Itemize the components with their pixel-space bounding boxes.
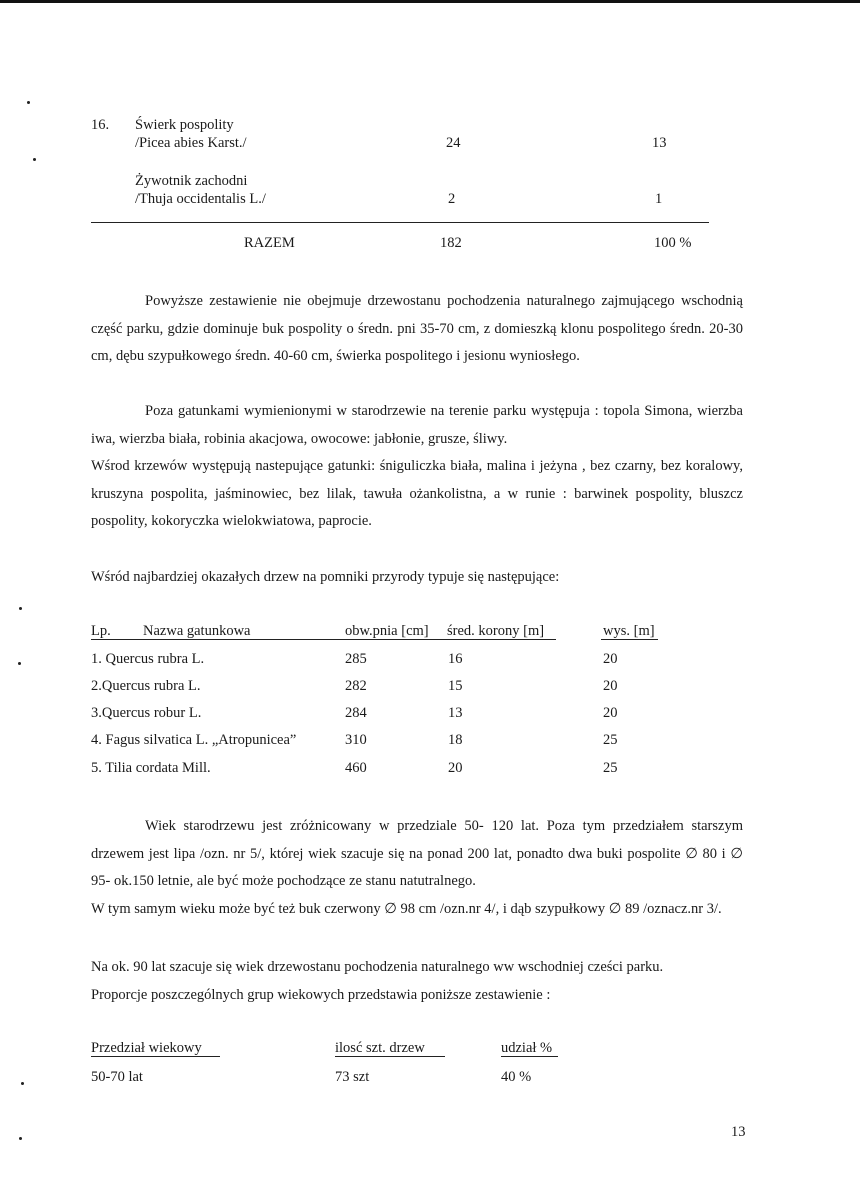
- scan-top-border: [0, 0, 860, 3]
- scan-speck: [18, 662, 21, 665]
- page-number: 13: [731, 1124, 746, 1140]
- header-crown: śred. korony [m]: [447, 623, 545, 639]
- paragraph-shrubs: [91, 453, 743, 536]
- monument-crown: 16: [448, 651, 463, 667]
- monument-crown: 18: [448, 732, 463, 748]
- age-share: 40 %: [501, 1069, 532, 1085]
- scan-speck: [27, 101, 30, 104]
- scan-speck: [19, 607, 22, 610]
- monument-name: 3.Quercus robur L.: [91, 705, 202, 721]
- header-name: Nazwa gatunkowa: [143, 623, 251, 639]
- species-lp: 16.: [91, 117, 110, 133]
- species-name: Świerk pospolity: [135, 117, 234, 133]
- monument-name: 4. Fagus silvatica L. „Atropunicea”: [91, 732, 297, 748]
- monument-height: 20: [603, 651, 618, 667]
- paragraph-same-age: [91, 896, 743, 924]
- monument-circ: 460: [345, 760, 367, 776]
- monument-height: 25: [603, 760, 618, 776]
- monument-crown: 13: [448, 705, 463, 721]
- paragraph-text: Na ok. 90 lat szacuje się wiek drzewostanu pochodzenia naturalnego ww wschodniej cześci parku.: [91, 959, 664, 975]
- monument-circ: 310: [345, 732, 367, 748]
- header-circumference: obw.pnia [cm]: [345, 623, 429, 639]
- total-label: RAZEM: [244, 235, 295, 251]
- species-count: 2: [448, 191, 456, 207]
- paragraph-text: Powyższe zestawienie nie obejmuje drzewostanu pochodzenia naturalnego zajmującego wschodnią część parku, gdzie dominuje buk pospolity o średn. pni 35-70 cm, z domieszką klonu pospolitego średn. 20-30 cm, dębu szypułkowego średn. 40-60 cm, świerka pospolitego i jesionu wyniosłego.: [91, 293, 743, 364]
- header-underline: [91, 1056, 220, 1057]
- species-percent: 1: [655, 191, 663, 207]
- age-count: 73 szt: [335, 1069, 370, 1085]
- header-share: udział %: [501, 1040, 553, 1056]
- header-underline: [501, 1056, 558, 1057]
- monument-circ: 284: [345, 705, 367, 721]
- paragraph-natural-stand: [91, 288, 743, 371]
- header-age-range: Przedział wiekowy: [91, 1040, 202, 1056]
- paragraph-text: Wśród najbardziej okazałych drzew na pomniki przyrody typuje się następujące:: [91, 569, 560, 585]
- paragraph-other-species: [91, 398, 743, 453]
- species-latin: /Thuja occidentalis L./: [135, 191, 266, 207]
- total-divider: [91, 222, 709, 223]
- paragraph-text: W tym samym wieku może być też buk czerwony ∅ 98 cm /ozn.nr 4/, i dąb szypułkowy ∅ 89 /oznacz.nr 3/.: [91, 901, 722, 917]
- species-latin: /Picea abies Karst./: [135, 135, 247, 151]
- monument-height: 20: [603, 705, 618, 721]
- monument-height: 25: [603, 732, 618, 748]
- header-lp: Lp.: [91, 623, 111, 639]
- paragraph-text: Poza gatunkami wymienionymi w starodrzewie na terenie parku występuja : topola Simona, wierzba iwa, wierzba biała, robinia akacjowa, owocowe: jabłonie, grusze, śliwy.: [91, 403, 743, 447]
- header-tree-count: ilosć szt. drzew: [335, 1040, 425, 1056]
- paragraph-text: Wiek starodrzewu jest zróżnicowany w przedziale 50- 120 lat. Poza tym przedziałem starszym drzewem jest lipa /ozn. nr 5/, której wiek szacuje się na ponad 200 lat, ponadto dwa buki pospolite ∅ 80 i ∅ 95- ok.150 letnie, ale być może pochodzące ze stanu natutralnego.: [91, 818, 743, 889]
- header-underline: [335, 1056, 445, 1057]
- monument-name: 1. Quercus rubra L.: [91, 651, 205, 667]
- total-percent: 100 %: [654, 235, 692, 251]
- header-underline: [601, 639, 658, 640]
- monument-name: 2.Quercus rubra L.: [91, 678, 201, 694]
- scan-speck: [21, 1082, 24, 1085]
- scan-speck: [19, 1137, 22, 1140]
- header-height: wys. [m]: [603, 623, 655, 639]
- monument-crown: 15: [448, 678, 463, 694]
- header-underline: [91, 639, 556, 640]
- monument-height: 20: [603, 678, 618, 694]
- monument-name: 5. Tilia cordata Mill.: [91, 760, 211, 776]
- age-range: 50-70 lat: [91, 1069, 143, 1085]
- paragraph-age-groups-intro: [91, 982, 743, 1010]
- species-percent: 13: [652, 135, 667, 151]
- paragraph-text: Wśrod krzewów występują nastepujące gatunki: śniguliczka biała, malina i jeżyna , bez czarny, bez koralowy, kruszyna pospolita, jaśminowiec, bez lilak, tawuła ożankolistna, a w runie : barwinek pospolity, bluszcz pospolity, kokoryczka wielokwiatowa, paprocie.: [91, 458, 743, 529]
- paragraph-monuments-intro: [91, 564, 743, 592]
- paragraph-text: Proporcje poszczególnych grup wiekowych przedstawia poniższe zestawienie :: [91, 987, 551, 1003]
- species-name: Żywotnik zachodni: [135, 173, 248, 189]
- monument-circ: 285: [345, 651, 367, 667]
- total-count: 182: [440, 235, 462, 251]
- paragraph-natural-age: [91, 954, 743, 982]
- species-count: 24: [446, 135, 461, 151]
- scan-speck: [33, 158, 36, 161]
- monument-crown: 20: [448, 760, 463, 776]
- monument-circ: 282: [345, 678, 367, 694]
- paragraph-stand-age: [91, 813, 743, 896]
